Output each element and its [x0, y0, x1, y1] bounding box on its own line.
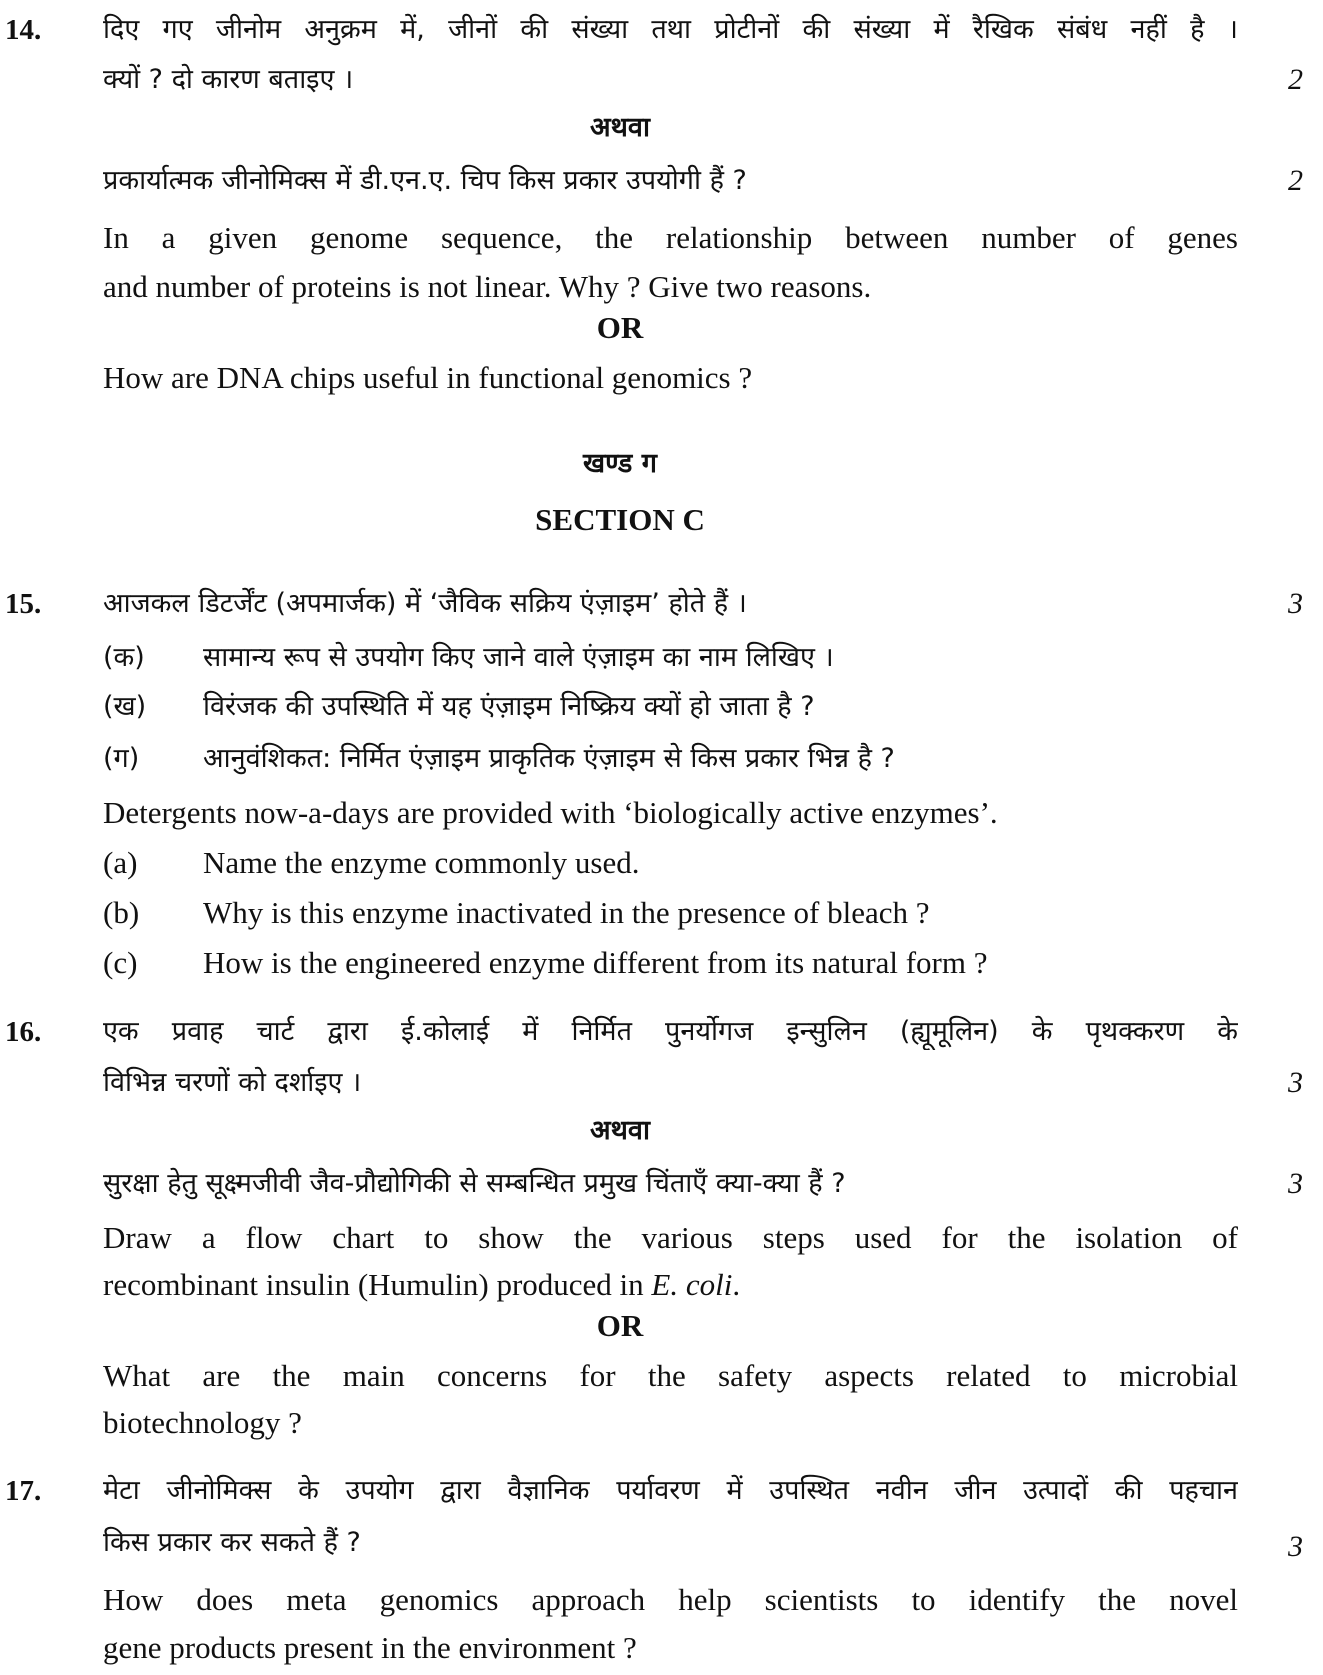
question-number-17: 17.: [5, 1475, 42, 1507]
question-number-16: 16.: [5, 1016, 42, 1048]
q17-english-line1: How does meta genomics approach help scientists to identify the novel: [103, 1582, 1238, 1617]
q16-english-line2-text: recombinant insulin (Humulin) produced in: [103, 1267, 652, 1302]
q16-english-line1: Draw a flow chart to show the various steps used for the isolation of: [103, 1220, 1238, 1255]
q15-marks: 3: [1288, 587, 1303, 620]
q16-marks: 3: [1288, 1066, 1303, 1099]
q14-english-line1: In a given genome sequence, the relationship between number of genes: [103, 220, 1238, 255]
section-heading-hindi: खण्ड ग: [583, 448, 657, 479]
q16-hindi-line1: एक प्रवाह चार्ट द्वारा ई.कोलाई में निर्मित पुनर्योगज इन्सुलिन (ह्यूमूलिन) के पृथक्करण के: [103, 1016, 1238, 1047]
q15-part-label: (क): [103, 642, 145, 673]
q15-part-text: Why is this enzyme inactivated in the presence of bleach ?: [203, 895, 930, 930]
question-number-15: 15.: [5, 588, 42, 620]
q16-english-line2: [103, 1267, 740, 1303]
q15-part-text: सामान्य रूप से उपयोग किए जाने वाले एंज़ाइम का नाम लिखिए ।: [203, 642, 834, 673]
q16-or-hindi: अथवा: [590, 1115, 650, 1146]
organism-name: E. coli: [651, 1267, 733, 1302]
q16-english-alternative-line2: biotechnology ?: [103, 1405, 302, 1440]
q15-part-label: (ग): [103, 743, 140, 774]
section-heading-english: SECTION C: [535, 502, 705, 537]
q17-hindi-line2: किस प्रकार कर सकते हैं ?: [103, 1527, 361, 1558]
q15-part-label: (a): [103, 845, 138, 880]
q15-hindi-stem: आजकल डिटर्जेंट (अपमार्जक) में ‘जैविक सक्रिय एंज़ाइम’ होते हैं ।: [103, 588, 747, 619]
q15-part-label: (c): [103, 945, 138, 980]
q16-alt-marks: 3: [1288, 1167, 1303, 1200]
q14-alt-marks: 2: [1288, 164, 1303, 197]
q16-hindi-line2: विभिन्न चरणों को दर्शाइए ।: [103, 1067, 362, 1098]
question-number-14: 14.: [5, 14, 42, 46]
q17-marks: 3: [1288, 1530, 1303, 1563]
q14-hindi-line2: क्यों ? दो कारण बताइए ।: [103, 64, 354, 95]
q16-english-alternative-line1: What are the main concerns for the safety aspects related to microbial: [103, 1358, 1238, 1393]
q17-english-line2: gene products present in the environment ?: [103, 1630, 637, 1665]
q17-hindi-line1: मेटा जीनोमिक्स के उपयोग द्वारा वैज्ञानिक पर्यावरण में उपस्थित नवीन जीन उत्पादों की पहचान: [103, 1475, 1238, 1506]
q14-hindi-line1: दिए गए जीनोम अनुक्रम में, जीनों की संख्या तथा प्रोटीनों की संख्या में रैखिक संबंध नहीं है ।: [103, 14, 1238, 45]
q15-part-text: Name the enzyme commonly used.: [203, 845, 640, 880]
q14-or-english: OR: [596, 310, 644, 345]
q16-hindi-alternative: सुरक्षा हेतु सूक्ष्मजीवी जैव-प्रौद्योगिकी से सम्बन्धित प्रमुख चिंताएँ क्या-क्या हैं ?: [103, 1168, 846, 1199]
q15-part-label: (ख): [103, 691, 147, 722]
q14-marks: 2: [1288, 63, 1303, 96]
q15-part-text: How is the engineered enzyme different from its natural form ?: [203, 945, 988, 980]
q15-part-label: (b): [103, 895, 140, 930]
q14-or-hindi: अथवा: [590, 112, 650, 143]
q16-or-english: OR: [596, 1308, 644, 1343]
q14-english-line2: and number of proteins is not linear. Why ? Give two reasons.: [103, 269, 872, 304]
q14-english-alternative: How are DNA chips useful in functional genomics ?: [103, 360, 753, 395]
period: .: [732, 1267, 741, 1302]
q15-english-stem: Detergents now-a-days are provided with ‘biologically active enzymes’.: [103, 795, 998, 830]
q15-part-text: आनुवंशिकत: निर्मित एंज़ाइम प्राकृतिक एंज़ाइम से किस प्रकार भिन्न है ?: [203, 743, 895, 774]
q15-part-text: विरंजक की उपस्थिति में यह एंज़ाइम निष्क्रिय क्यों हो जाता है ?: [203, 691, 815, 722]
q14-hindi-alternative: प्रकार्यात्मक जीनोमिक्स में डी.एन.ए. चिप किस प्रकार उपयोगी हैं ?: [103, 165, 747, 196]
